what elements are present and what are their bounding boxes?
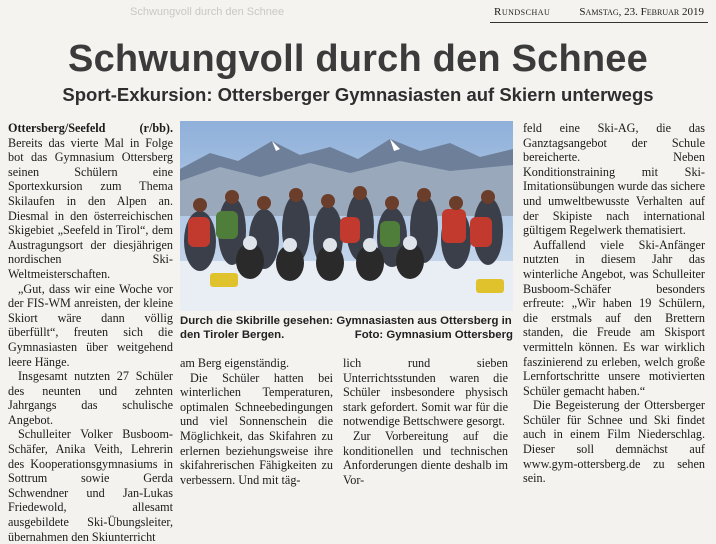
photo-credit: Foto: Gymnasium Ottersberg <box>354 329 513 341</box>
header-rule <box>490 22 708 23</box>
bleed-through-text: Schwungvoll durch den Schnee <box>130 6 285 18</box>
caption-text: den Tiroler Bergen. <box>180 329 285 341</box>
article-column-2 <box>180 356 333 487</box>
article-subheadline: Sport-Exkursion: Ottersberger Gymnasiasten auf Skiern unterwegs <box>62 84 654 105</box>
paragraph: Schulleiter Volker Busboom-Schäfer, Anika Veith, Lehrerin des Kooperationsgymnasiums in Sottrum sowie Gerda Schwendner und Jan-Lukas Friedewold, allesamt ausgebildete Ski-Übungsleiter, übernahmen den Skiunterricht <box>8 427 173 544</box>
newspaper-name: Rundschau <box>494 6 551 18</box>
paragraph: am Berg eigenständig. <box>180 356 290 370</box>
group-photo-image <box>180 121 513 311</box>
caption-line-1: Durch die Skibrille gesehen: Gymnasiasten aus Ottersberg in <box>180 315 512 327</box>
paragraph: Bereits das vierte Mal in Folge bot das Gymnasium Ottersberg seinen Schülern eine Sportexkursion zum Thema Skilaufen in den Alpen an. Diesmal in den österreichischen Skigebiet „Seefeld in Tirol“, dem Austragungsort der diesjährigen nordischen Ski-Weltmeisterschaften. <box>8 135 173 281</box>
paragraph: Zur Vorbereitung auf die konditionellen und technischen Anforderungen diente deshalb im Vor- <box>343 428 508 487</box>
photo-caption <box>180 314 513 342</box>
paragraph: lich rund sieben Unterrichtsstunden waren die Schüler insbesondere physisch stark gefordert. Somit war für die notwendige Bettschwere gesorgt. <box>343 356 508 429</box>
issue-date: Samstag, 23. Februar 2019 <box>579 6 704 18</box>
group-photo <box>180 121 513 311</box>
paragraph: Die Schüler hatten bei winterlichen Temperaturen, optimalen Schneebedingungen und viel Sonnenschein die Möglichkeit, das Skifahren zu erlernen beziehungsweise ihre skifahrerischen Fähigkeiten zu verbessern. Und mit täg- <box>180 370 333 487</box>
dateline: Ottersberg/Seefeld (r/bb). <box>8 121 173 135</box>
caption-line-2 <box>180 328 513 342</box>
article-headline: Schwungvoll durch den Schnee <box>68 38 648 80</box>
article-column-3 <box>343 356 508 487</box>
paragraph: Die Begeisterung der Ottersberger Schüler für Schnee und Ski findet auch in einem Film Niederschlag. Dieser soll demnächst auf www.gym-ottersberg.de zu sehen sein. <box>523 398 705 486</box>
paragraph: feld eine Ski-AG, die das Ganztagsangebot der Schule bereicherte. Neben Konditionstraining mit Ski-Imitationsübungen wurde das sichere und umweltbewusste Verhalten auf der Skipiste nach international gültigem Regelwerk thematisiert. <box>523 121 705 238</box>
article-column-4 <box>523 121 705 486</box>
paragraph: Insgesamt nutzten 27 Schüler des neunten und zehnten Jahrgangs das schulische Angebot. <box>8 369 173 427</box>
paragraph: Auffallend viele Ski-Anfänger nutzten in diesem Jahr das winterliche Angebot, was Schulleiter Busboom-Schäfer besonders erfreute: „Wir haben 19 Schülern, die erstmals auf den Brettern standen, die Freude am Skisport vermitteln können. Es war wirklich faszinierend zu erleben, welch große Lernfortschritte unsere motivierten Schüler gemacht haben.“ <box>523 237 705 398</box>
paragraph: „Gut, dass wir eine Woche vor der FIS-WM anreisten, der kleine Skiort wäre dann völlig überfüllt“, freuten sich die Gymnasiasten über weitgehend leere Hänge. <box>8 281 173 369</box>
